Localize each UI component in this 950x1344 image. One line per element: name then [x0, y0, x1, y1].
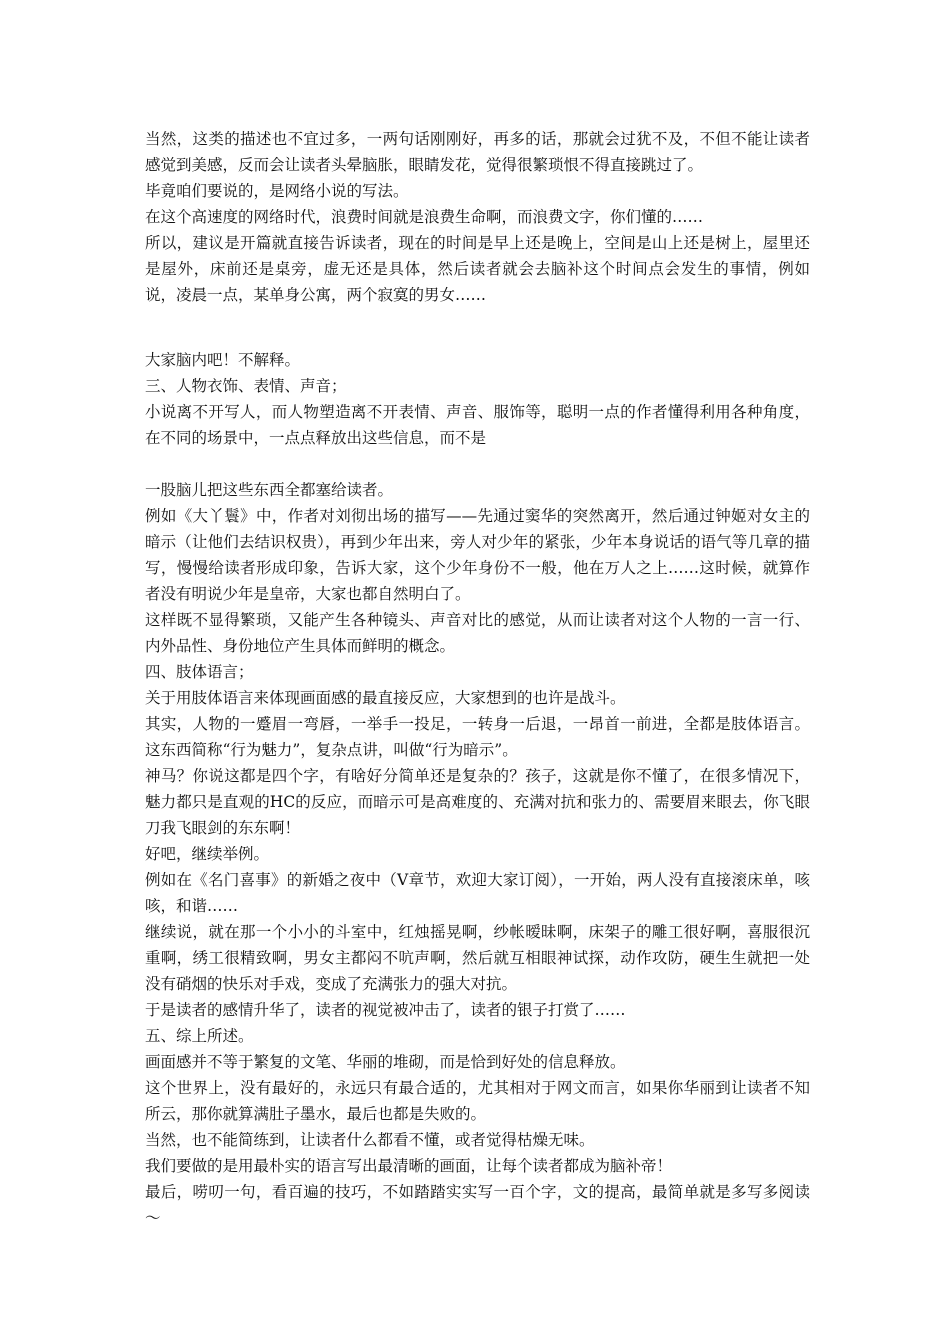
text-section-2	[145, 347, 810, 451]
paragraph: 当然，这类的描述也不宜过多，一两句话刚刚好，再多的话，那就会过犹不及，不但不能让读者感觉到美感，反而会让读者头晕脑胀，眼睛发花，觉得很繁琐恨不得直接跳过了。	[145, 130, 810, 174]
paragraph: 当然，也不能简练到，让读者什么都看不懂，或者觉得枯燥无味。	[145, 1131, 595, 1149]
paragraph: 例如《大丫鬟》中，作者对刘彻出场的描写——先通过窦华的突然离开，然后通过钟姬对女主的暗示（让他们去结识权贵），再到少年出来，旁人对少年的紧张，少年本身说话的语气等几章的描写，慢慢给读者形成印象，告诉大家，这个少年身份不一般，他在万人之上……这时候，就算作者没有明说少年是皇帝，大家也都自然明白了。	[145, 507, 810, 603]
paragraph: 大家脑内吧！不解释。	[145, 351, 301, 369]
paragraph: 这样既不显得繁琐，又能产生各种镜头、声音对比的感觉，从而让读者对这个人物的一言一行、内外品性、身份地位产生具体而鲜明的概念。	[145, 611, 810, 655]
paragraph: 于是读者的感情升华了，读者的视觉被冲击了，读者的银子打赏了……	[145, 1001, 626, 1019]
section-heading: 五、综上所述。	[145, 1027, 254, 1045]
paragraph: 画面感并不等于繁复的文笔、华丽的堆砌，而是恰到好处的信息释放。	[145, 1053, 626, 1071]
paragraph: 最后，唠叨一句，看百遍的技巧，不如踏踏实实写一百个字，文的提高，最简单就是多写多阅读～	[145, 1183, 810, 1227]
section-heading: 三、人物衣饰、表情、声音；	[145, 377, 347, 395]
paragraph: 这个世界上，没有最好的，永远只有最合适的，尤其相对于网文而言，如果你华丽到让读者不知所云，那你就算满肚子墨水，最后也都是失败的。	[145, 1079, 810, 1123]
paragraph: 毕竟咱们要说的，是网络小说的写法。	[145, 182, 409, 200]
paragraph: 好吧，继续举例。	[145, 845, 270, 863]
section-heading: 四、肢体语言；	[145, 663, 254, 681]
paragraph: 在这个高速度的网络时代，浪费时间就是浪费生命啊，而浪费文字，你们懂的……	[145, 208, 704, 226]
paragraph: 一股脑儿把这些东西全都塞给读者。	[145, 481, 394, 499]
paragraph: 其实，人物的一蹙眉一弯唇，一举手一投足，一转身一后退，一昂首一前进，全都是肢体语言。这东西简称“行为魅力”，复杂点讲，叫做“行为暗示”。	[145, 715, 810, 759]
paragraph: 神马？你说这都是四个字，有啥好分简单还是复杂的？孩子，这就是你不懂了，在很多情况下，魅力都只是直观的HC的反应，而暗示可是高难度的、充满对抗和张力的、需要眉来眼去，你飞眼刀我飞眼剑的东东啊！	[145, 767, 810, 837]
text-section-1	[145, 126, 810, 308]
text-section-3	[145, 477, 810, 1231]
paragraph: 例如在《名门喜事》的新婚之夜中（V章节，欢迎大家订阅），一开始，两人没有直接滚床单，咳咳，和谐……	[145, 871, 810, 915]
paragraph: 关于用肢体语言来体现画面感的最直接反应，大家想到的也许是战斗。	[145, 689, 626, 707]
paragraph: 所以，建议是开篇就直接告诉读者，现在的时间是早上还是晚上，空间是山上还是树上，屋里还是屋外，床前还是桌旁，虚无还是具体，然后读者就会去脑补这个时间点会发生的事情，例如说，凌晨一点，某单身公寓，两个寂寞的男女……	[145, 234, 810, 304]
paragraph: 继续说，就在那一个小小的斗室中，红烛摇晃啊，纱帐暧昧啊，床架子的雕工很好啊，喜服很沉重啊，绣工很精致啊，男女主都闷不吭声啊，然后就互相眼神试探，动作攻防，硬生生就把一处没有硝烟的快乐对手戏，变成了充满张力的强大对抗。	[145, 923, 810, 993]
paragraph: 我们要做的是用最朴实的语言写出最清晰的画面，让每个读者都成为脑补帝！	[145, 1157, 673, 1175]
paragraph: 小说离不开写人，而人物塑造离不开表情、声音、服饰等，聪明一点的作者懂得利用各种角度，在不同的场景中，一点点释放出这些信息，而不是	[145, 403, 810, 447]
